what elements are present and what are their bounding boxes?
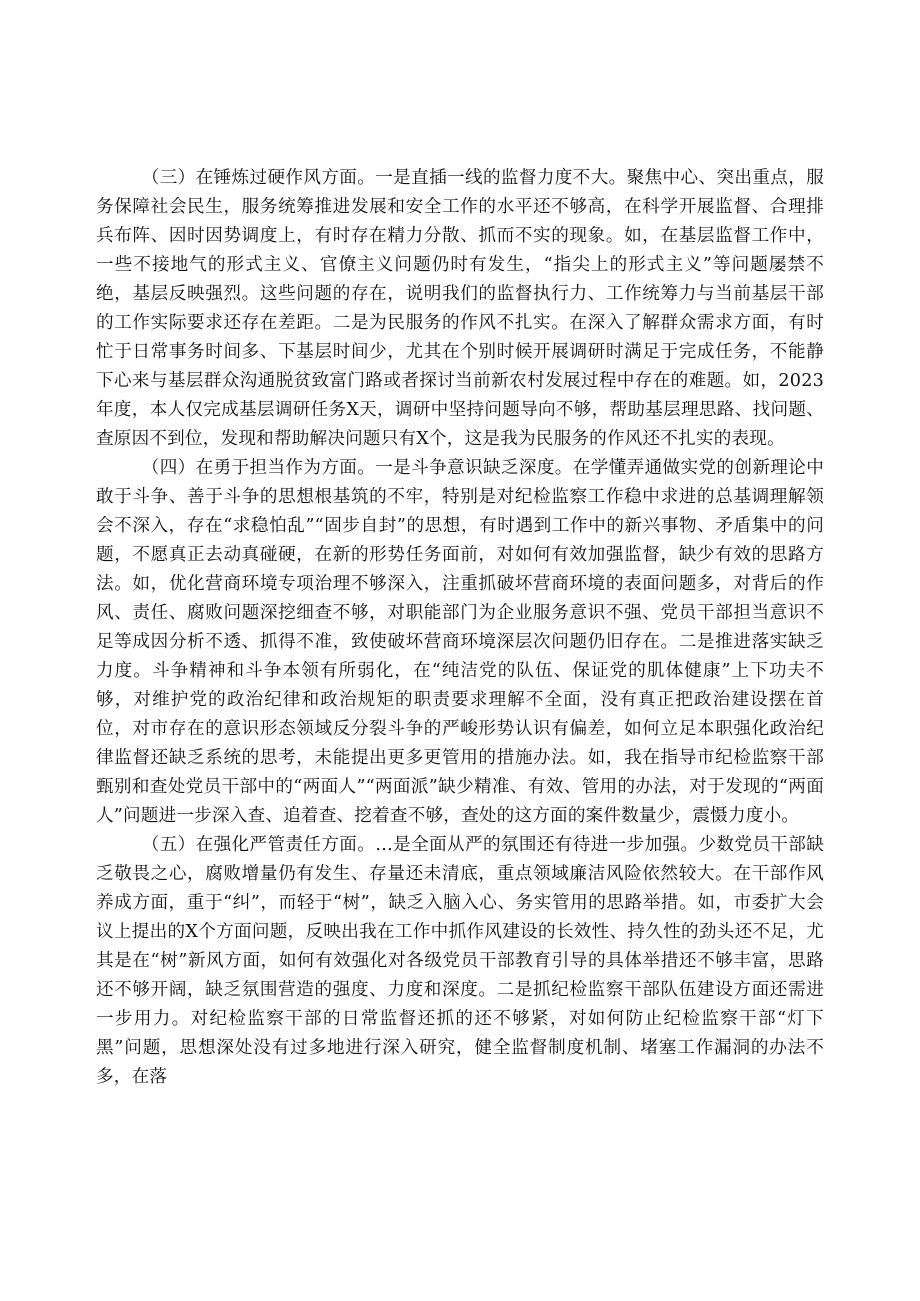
paragraph-responsibility: （四）在勇于担当作为方面。一是斗争意识缺乏深度。在学懂弄通做实党的创新理论中敢于斗争、善于斗争的思想根基筑的不牢，特别是对纪检监察工作稳中求进的总基调理解领会不深入，存在“求稳怕乱”“固步自封”的思想，有时遇到工作中的新兴事物、矛盾集中的问题，不愿真正去动真碰硬，在新的形势任务面前，对如何有效加强监督，缺少有效的思路方法。如，优化营商环境专项治理不够深入，注重抓破坏营商环境的表面问题多，对背后的作风、责任、腐败问题深挖细查不够，对职能部门为企业服务意识不强、党员干部担当意识不足等成因分析不透、抓得不准，致使破坏营商环境深层次问题仍旧存在。二是推进落实缺乏力度。斗争精神和斗争本领有所弱化，在“纯洁党的队伍、保证党的肌体健康”上下功夫不够，对维护党的政治纪律和政治规矩的职责要求理解不全面，没有真正把政治建设摆在首位，对市存在的意识形态领域反分裂斗争的严峻形势认识有偏差，如何立足本职强化政治纪律监督还缺乏系统的思考，未能提出更多更管用的措施办法。如，我在指导市纪检监察干部甄别和查处党员干部中的“两面人”“两面派”缺少精准、有效、管用的办法，对于发现的“两面人”问题进一步深入查、追着查、挖着查不够，查处的这方面的案件数量少，震慑力度小。: [96, 458, 824, 826]
document-page: [96, 164, 824, 1092]
paragraph-strict-management: （五）在强化严管责任方面。…是全面从严的氛围还有待进一步加强。少数党员干部缺乏敬畏之心，腐败增量仍有发生、存量还未清底，重点领域廉洁风险依然较大。在干部作风养成方面，重于“纠”，而轻于“树”，缺乏入脑入心、务实管用的思路举措。如，市委扩大会议上提出的X个方面问题，反映出我在工作中抓作风建设的长效性、持久性的劲头还不足，尤其是在“树”新风方面，如何有效强化对各级党员干部教育引导的具体举措还不够丰富，思路还不够开阔，缺乏氛围营造的强度、力度和深度。二是抓纪检监察干部队伍建设方面还需进一步用力。对纪检监察干部的日常监督还抓的还不够紧，对如何防止纪检监察干部“灯下黑”问题，思想深处没有过多地进行深入研究，健全监督制度机制、堵塞工作漏洞的办法不多，在落: [96, 835, 824, 1087]
paragraph-work-style: （三）在锤炼过硬作风方面。一是直插一线的监督力度不大。聚焦中心、突出重点，服务保障社会民生，服务统筹推进发展和安全工作的水平还不够高，在科学开展监督、合理排兵布阵、因时因势调度上，有时存在精力分散、抓而不实的现象。如，在基层监督工作中，一些不接地气的形式主义、官僚主义问题仍时有发生，“指尖上的形式主义”等问题屡禁不绝，基层反映强烈。这些问题的存在，说明我们的监督执行力、工作统筹力与当前基层干部的工作实际要求还存在差距。二是为民服务的作风不扎实。在深入了解群众需求方面，有时忙于日常事务时间多、下基层时间少，尤其在个别时候开展调研时满足于完成任务，不能静下心来与基层群众沟通脱贫致富门路或者探讨当前新农村发展过程中存在的难题。如，2023年度，本人仅完成基层调研任务X天，调研中坚持问题导向不够，帮助基层理思路、找问题、查原因不到位，发现和帮助解决问题只有X个，这是我为民服务的作风还不扎实的表现。: [96, 168, 824, 449]
